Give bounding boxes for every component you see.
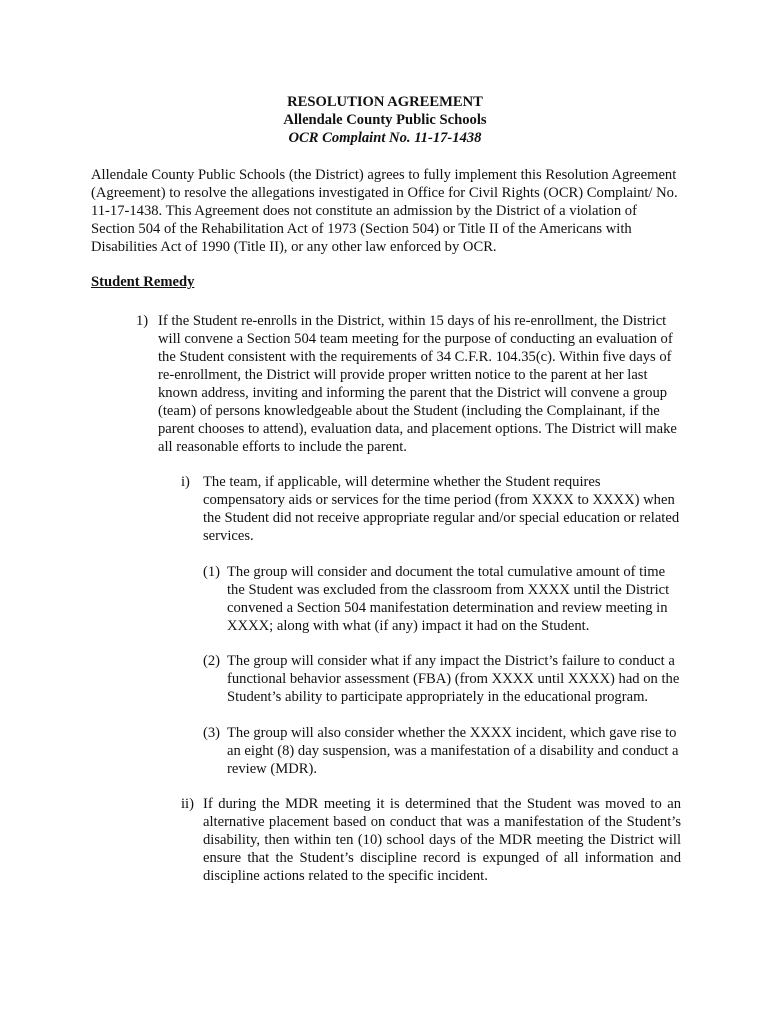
list-item-text: The team, if applicable, will determine whether the Student requires compensatory aids or services for the time period (from XXXX to XXXX) when the Student did not receive appropriate regular and/or special education or related services. [203, 474, 680, 544]
list-number: i) [181, 474, 190, 490]
intro-paragraph: Allendale County Public Schools (the District) agrees to fully implement this Resolution Agreement (Agreement) to resolve the allegations investigated in Office for Civil Rights (OCR) Complaint/ No. 11-17-1438. This Agreement does not constitute an admission by the District of a violation of Section 504 of the Rehabilitation Act of 1973 (Section 504) or Title II of the Americans with Disabilities Act of 1990 (Title II), or any other law enforced by OCR. [91, 167, 678, 255]
document-title: RESOLUTION AGREEMENT [287, 94, 483, 110]
list-number: (1) [203, 564, 221, 580]
document-header [0, 93, 770, 147]
list-number: ii) [181, 796, 194, 812]
complaint-number: OCR Complaint No. 11-17-1438 [288, 130, 482, 146]
list-number: (2) [203, 653, 221, 669]
list-item-text: The group will consider what if any impact the District’s failure to conduct a functional behavior assessment (FBA) (from XXXX until XXXX) had on the Student’s ability to participate appropriately in the educational program. [227, 653, 680, 705]
list-number: (3) [203, 725, 221, 741]
list-item-text: The group will consider and document the total cumulative amount of time the Student was excluded from the classroom from XXXX until the District convened a Section 504 manifestation determination and review meeting in XXXX; along with what (if any) impact it had on the Student. [227, 564, 670, 634]
section-heading-student-remedy: Student Remedy [91, 274, 195, 290]
organization-name: Allendale County Public Schools [283, 112, 487, 128]
list-item-text: If the Student re-enrolls in the District, within 15 days of his re-enrollment, the District will convene a Section 504 team meeting for the purpose of conducting an evaluation of the Student consistent with the requirements of 34 C.F.R. 104.35(c). Within five days of re-enrollment, the District will provide proper written notice to the parent at her last known address, inviting and informing the parent that the District will convene a group (team) of persons knowledgeable about the Student (including the Complainant, if the parent chooses to attend), evaluation data, and placement options. The District will make all reasonable efforts to include the parent. [158, 313, 677, 455]
list-item-text: The group will also consider whether the XXXX incident, which gave rise to an eight (8) day suspension, was a manifestation of a disability and conduct a review (MDR). [227, 725, 679, 777]
list-number: 1) [136, 313, 149, 329]
list-item-text: If during the MDR meeting it is determined that the Student was moved to an alternative placement based on conduct that was a manifestation of the Student’s disability, then within ten (10) school days of the MDR meeting the District will ensure that the Student’s discipline record is expunged of all information and discipline actions related to the specific incident. [203, 796, 681, 884]
